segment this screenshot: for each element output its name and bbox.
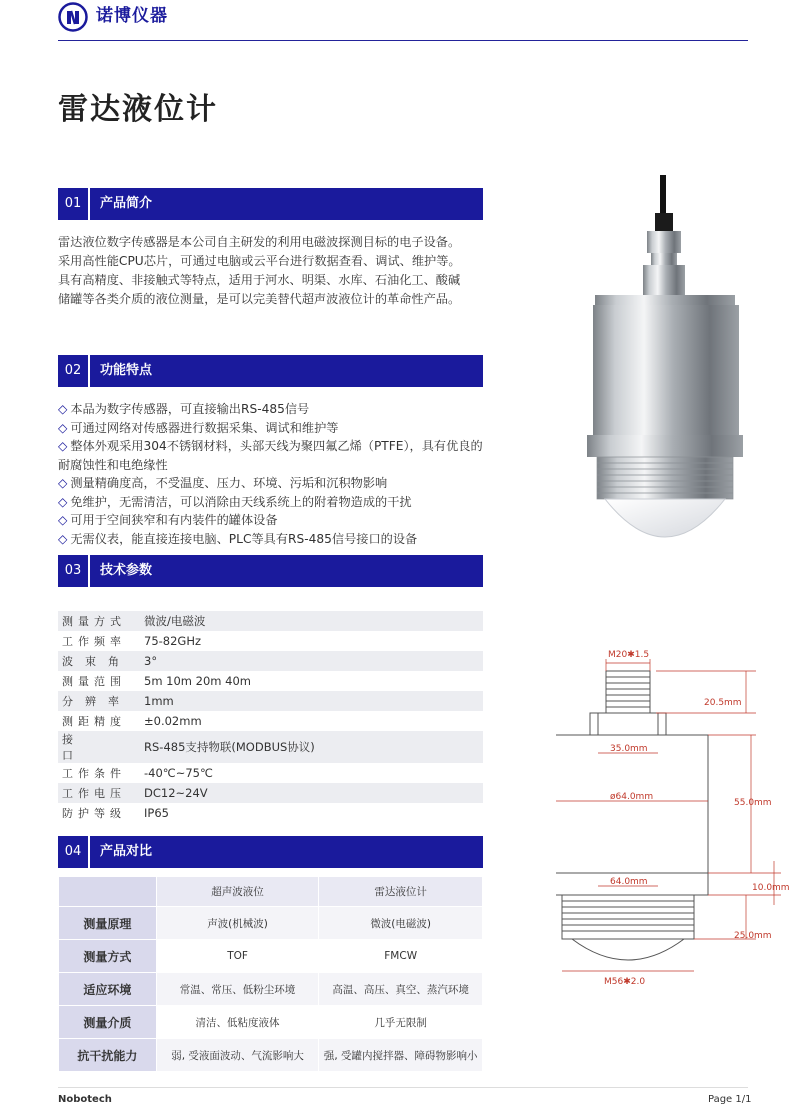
list-item [58, 530, 490, 549]
spec-key: 测量范围 [62, 675, 126, 688]
feature-list [58, 400, 490, 548]
diamond-bullet-icon: ◇ [58, 513, 68, 527]
diamond-bullet-icon: ◇ [58, 476, 68, 490]
product-photo [565, 175, 765, 565]
table-row [58, 651, 483, 671]
section-divider [88, 188, 90, 220]
section-number: 03 [64, 563, 82, 578]
dimension-drawing [556, 641, 791, 986]
table-row [58, 611, 483, 631]
feature-text: 整体外观采用304不锈钢材料，头部天线为聚四氟乙烯（PTFE），具有优良的耐腐蚀性和电绝缘性 [58, 439, 483, 472]
diamond-bullet-icon: ◇ [58, 494, 68, 509]
row-header: 测量介质 [59, 1006, 157, 1039]
spec-key: 工作电压 [58, 783, 140, 803]
spec-key: 波束角 [58, 651, 140, 671]
spec-key: 接口 [58, 731, 140, 763]
table-row [59, 940, 483, 973]
spec-value: 3° [140, 651, 483, 671]
section-number: 04 [64, 844, 82, 859]
table-cell: 声波(机械波) [156, 907, 319, 940]
spec-value: DC12~24V [140, 783, 483, 803]
table-row [58, 731, 483, 763]
intro-line: 采用高性能CPU芯片，可通过电脑或云平台进行数据查看、调试、维护等。 [58, 254, 461, 268]
spec-key: 测距精度 [62, 715, 126, 728]
table-row [58, 631, 483, 651]
spec-value: -40℃~75℃ [144, 766, 213, 780]
table-cell: 强, 受罐内搅拌器、障碍物影响小 [319, 1039, 483, 1072]
table-row [58, 711, 483, 731]
brand-name: 诺博仪器 [96, 6, 168, 26]
dim-label-bottom-height: 25.0mm [734, 931, 772, 941]
dim-label-top-height: 20.5mm [704, 698, 742, 708]
dim-label-thread-bottom: M56✱2.0 [604, 977, 646, 986]
table-row [59, 907, 483, 940]
section-number: 02 [64, 363, 82, 378]
section-divider [88, 355, 90, 387]
section-divider [88, 836, 90, 868]
diamond-bullet-icon: ◇ [58, 420, 68, 435]
row-header: 测量方式 [59, 940, 157, 973]
section-title: 技术参数 [100, 563, 153, 578]
footer-divider [58, 1087, 748, 1088]
dim-label-thread-top: M20✱1.5 [608, 650, 650, 660]
dim-label-body-height: 55.0mm [734, 798, 772, 808]
feature-text: 测量精确度高，不受温度、压力、环境、污垢和沉积物影响 [70, 476, 388, 490]
dim-label-body-diameter: ø64.0mm [610, 792, 654, 802]
section-title: 产品简介 [100, 196, 153, 211]
table-row [58, 671, 483, 691]
intro-line: 储罐等各类介质的液位测量，是可以完美替代超声波液位计的革命性产品。 [58, 292, 461, 306]
row-header: 测量原理 [59, 907, 157, 940]
spec-table [58, 611, 483, 823]
table-row [58, 803, 483, 823]
section-header-compare [58, 836, 483, 868]
header-cell: 雷达液位计 [319, 877, 483, 907]
list-item [58, 474, 490, 493]
section-header-features [58, 355, 483, 387]
spec-value: 75-82GHz [144, 634, 202, 648]
table-cell: 微波(电磁波) [319, 907, 483, 940]
spec-value: RS-485支持物联(MODBUS协议) [140, 731, 483, 763]
spec-key: 工作条件 [62, 767, 126, 780]
diamond-bullet-icon: ◇ [58, 531, 68, 546]
table-header-row [59, 877, 483, 907]
table-row [59, 1006, 483, 1039]
section-header-intro [58, 188, 483, 220]
header-divider [58, 40, 748, 41]
section-title: 功能特点 [100, 363, 153, 378]
feature-text: 本品为数字传感器，可直接输出RS-485信号 [70, 402, 310, 416]
table-cell: 弱, 受液面波动、气流影响大 [156, 1039, 319, 1072]
spec-value: 微波/电磁波 [140, 611, 483, 631]
dim-label-collar-width: 64.0mm [610, 877, 648, 887]
table-row [59, 973, 483, 1006]
row-header: 抗干扰能力 [59, 1039, 157, 1072]
spec-key: 分辨率 [58, 691, 140, 711]
intro-text [58, 233, 490, 309]
section-header-specs [58, 555, 483, 587]
dim-label-neck-width: 35.0mm [610, 744, 648, 754]
list-item [58, 437, 490, 474]
intro-line: 雷达液位数字传感器是本公司自主研发的利用电磁波探测目标的电子设备。 [58, 235, 461, 249]
section-title: 产品对比 [100, 844, 153, 859]
header-cell [59, 877, 157, 907]
feature-text: 可用于空间狭窄和有内装件的罐体设备 [70, 513, 278, 527]
feature-text: 无需仪表，能直接连接电脑、PLC等具有RS-485信号接口的设备 [70, 531, 418, 546]
diamond-bullet-icon: ◇ [58, 439, 68, 453]
section-divider [88, 555, 90, 587]
brand-logo-icon [58, 2, 88, 32]
feature-text: 可通过网络对传感器进行数据采集、调试和维护等 [70, 420, 339, 435]
list-item [58, 419, 490, 438]
table-cell: 清洁、低粘度液体 [156, 1006, 319, 1039]
compare-table [58, 876, 483, 1072]
header-cell: 超声波液位 [156, 877, 319, 907]
table-row [58, 783, 483, 803]
table-cell: FMCW [319, 940, 483, 973]
page-number: Page 1/1 [708, 1094, 752, 1105]
section-number: 01 [64, 196, 82, 211]
list-item [58, 511, 490, 530]
list-item [58, 493, 490, 512]
dim-label-collar-height: 10.0mm [752, 883, 790, 893]
spec-value: 5m 10m 20m 40m [144, 674, 251, 688]
feature-text: 免维护，无需清洁，可以消除由天线系统上的附着物造成的干扰 [70, 494, 412, 509]
row-header: 适应环境 [59, 973, 157, 1006]
table-cell: 高温、高压、真空、蒸汽环境 [319, 973, 483, 1006]
spec-key: 工作频率 [62, 635, 126, 648]
footer-brand: Nobotech [58, 1094, 112, 1105]
table-cell: 几乎无限制 [319, 1006, 483, 1039]
page-title: 雷达液位计 [58, 92, 218, 127]
table-cell: 常温、常压、低粉尘环境 [156, 973, 319, 1006]
spec-value: ±0.02mm [144, 714, 202, 728]
table-row [58, 691, 483, 711]
list-item [58, 400, 490, 419]
table-row [58, 763, 483, 783]
spec-key: 测量方式 [58, 611, 140, 631]
table-cell: TOF [156, 940, 319, 973]
table-row [59, 1039, 483, 1072]
intro-line: 具有高精度、非接触式等特点，适用于河水、明渠、水库、石油化工、酸碱 [58, 273, 461, 287]
spec-value: IP65 [144, 806, 169, 820]
spec-value: 1mm [140, 691, 483, 711]
diamond-bullet-icon: ◇ [58, 402, 68, 416]
spec-key: 防护等级 [62, 807, 126, 820]
